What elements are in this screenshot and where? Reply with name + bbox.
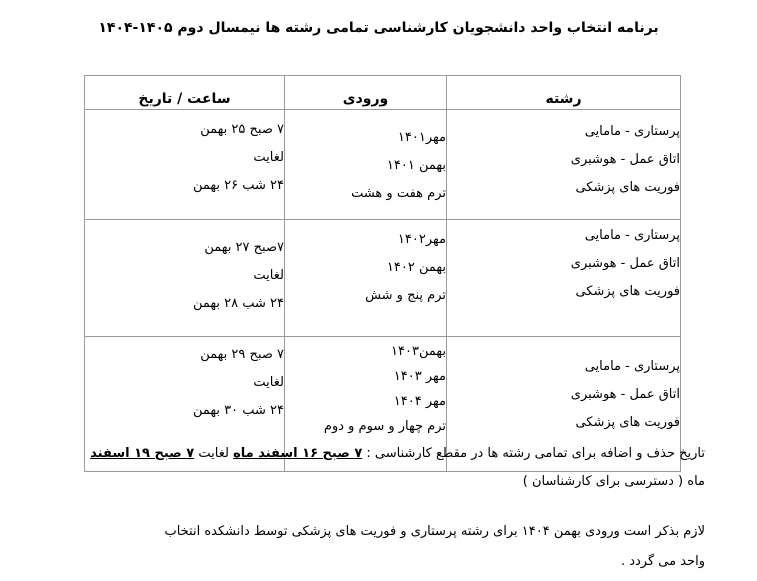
reminder-line: لازم بذکر است ورودی بهمن ۱۴۰۴ برای رشته پرستاری و فوریت های پزشکی توسط دانشکده انتخاب <box>164 524 705 539</box>
major-line: پرستاری - مامایی <box>584 228 680 243</box>
reminder-note <box>60 517 705 577</box>
major-cell <box>447 220 681 337</box>
major-line: فوریت های پزشکی <box>575 180 680 195</box>
entry-line: بهمن ۱۴۰۱ <box>386 158 446 173</box>
table-header-row <box>85 76 681 110</box>
time-line: ۲۴ شب ۲۶ بهمن <box>192 178 284 193</box>
time-cell <box>85 110 285 220</box>
header-time: ساعت / تاریخ <box>85 76 285 110</box>
entry-line: مهر۱۴۰۱ <box>397 130 446 145</box>
add-drop-start-date: ۷ صبح ۱۶ اسفند ماه <box>233 446 363 461</box>
add-drop-end-date: ۷ صبح ۱۹ اسفند <box>90 446 195 461</box>
major-cell <box>447 110 681 220</box>
table-row <box>85 220 681 337</box>
entry-cell <box>285 110 447 220</box>
entry-line: مهر ۱۴۰۳ <box>393 369 446 384</box>
entry-line: مهر ۱۴۰۴ <box>393 394 446 409</box>
time-line: لغایت <box>253 268 284 283</box>
time-line: ۷ صبح ۲۹ بهمن <box>200 347 284 362</box>
add-drop-note <box>60 440 705 496</box>
entry-line: ترم هفت و هشت <box>351 186 446 201</box>
time-cell <box>85 220 285 337</box>
major-line: اتاق عمل - هوشبری <box>570 387 680 402</box>
entry-cell <box>285 220 447 337</box>
time-line: ۷ صبح ۲۵ بهمن <box>200 122 284 137</box>
entry-line: بهمن۱۴۰۳ <box>391 344 446 359</box>
reminder-line: واحد می گردد . <box>620 554 705 569</box>
add-drop-suffix: ماه ( دسترسی برای کارشناسان ) <box>522 474 705 489</box>
time-line: لغایت <box>253 150 284 165</box>
header-entry: ورودی <box>285 76 447 110</box>
entry-line: ترم چهار و سوم و دوم <box>323 419 446 434</box>
major-line: فوریت های پزشکی <box>575 284 680 299</box>
time-line: ۲۴ شب ۳۰ بهمن <box>192 403 284 418</box>
major-line: پرستاری - مامایی <box>584 359 680 374</box>
table-row <box>85 110 681 220</box>
major-line: فوریت های پزشکی <box>575 415 680 430</box>
time-line: لغایت <box>253 375 284 390</box>
time-line: ۷صبح ۲۷ بهمن <box>204 240 284 255</box>
entry-line: ترم پنج و شش <box>365 288 446 303</box>
add-drop-until: لغایت <box>198 446 229 461</box>
entry-line: مهر۱۴۰۲ <box>397 232 446 247</box>
document-title: برنامه انتخاب واحد دانشجویان کارشناسی تمامی رشته ها نیمسال دوم ۱۴۰۵-۱۴۰۴ <box>98 20 659 36</box>
entry-line: بهمن ۱۴۰۲ <box>386 260 446 275</box>
time-line: ۲۴ شب ۲۸ بهمن <box>192 296 284 311</box>
registration-schedule-table <box>84 75 681 472</box>
add-drop-prefix: تاریخ حذف و اضافه برای تمامی رشته ها در مقطع کارشناسی : <box>366 446 705 461</box>
header-major: رشته <box>447 76 681 110</box>
major-line: پرستاری - مامایی <box>584 124 680 139</box>
major-line: اتاق عمل - هوشبری <box>570 256 680 271</box>
major-line: اتاق عمل - هوشبری <box>570 152 680 167</box>
